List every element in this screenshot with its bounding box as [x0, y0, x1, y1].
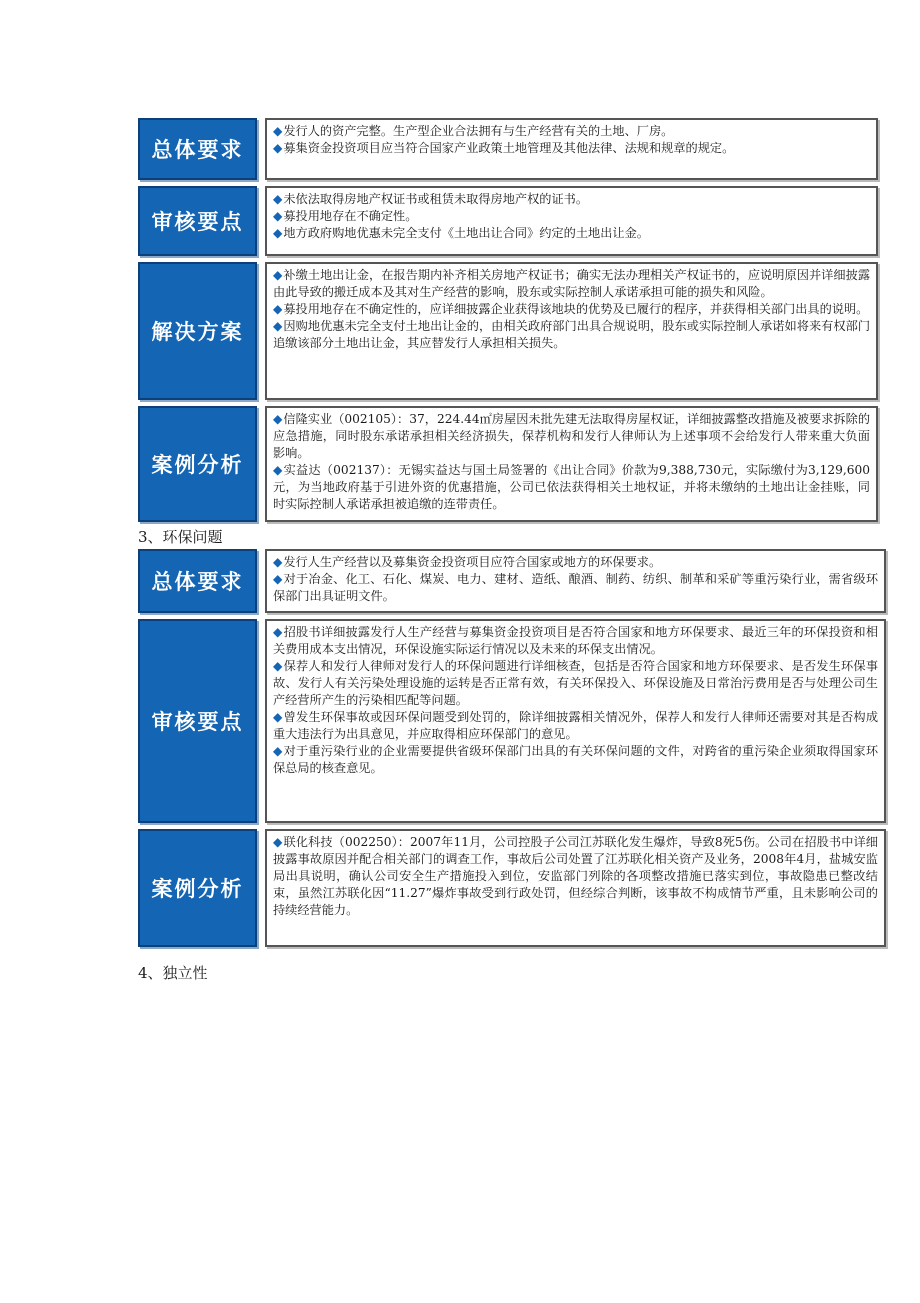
diamond-bullet-icon: ◆	[273, 319, 283, 333]
diamond-bullet-icon: ◆	[273, 463, 283, 477]
diamond-bullet-icon: ◆	[273, 141, 283, 155]
diamond-bullet-icon: ◆	[273, 835, 283, 849]
list-item: ◆募投用地存在不确定性的，应详细披露企业获得该地块的优势及已履行的程序，并获得相关部门出具的说明。	[273, 302, 869, 316]
row-content	[265, 619, 886, 823]
diamond-bullet-icon: ◆	[273, 192, 283, 206]
row-label: 总体要求	[138, 549, 257, 613]
list-item: ◆招股书详细披露发行人生产经营与募集资金投资项目是否符合国家和地方环保要求、最近三年的环保投资和相关费用成本支出情况，环保设施实际运行情况以及未来的环保支出情况。	[273, 625, 879, 656]
land-issues-table	[138, 118, 878, 528]
row-label: 案例分析	[138, 829, 257, 947]
section-heading: 4、独立性	[138, 964, 208, 982]
row-label: 解决方案	[138, 262, 257, 400]
row-label: 审核要点	[138, 186, 257, 256]
row-content	[265, 549, 886, 613]
diamond-bullet-icon: ◆	[273, 412, 283, 426]
section-heading: 3、环保问题	[138, 528, 223, 546]
list-item: ◆募集资金投资项目应当符合国家产业政策土地管理及其他法律、法规和规章的规定。	[273, 141, 735, 155]
diamond-bullet-icon: ◆	[273, 555, 283, 569]
list-item: ◆联化科技（002250）：2007年11月，公司控股子公司江苏联化发生爆炸，导致8死5伤。公司在招股书中详细披露事故原因并配合相关部门的调查工作，事故后公司处置了江苏联化相关资产及业务，2008年4月，盐城安监局出具说明，确认公司安全生产措施投入到位，安监部门列除的各项整改措施已落实到位，事故隐患已整改结束，虽然江苏联化因“11.27”爆炸事故受到行政处罚，但经综合判断，该事故不构成情节严重，且未影响公司的持续经营能力。	[273, 835, 878, 917]
table-row	[138, 186, 878, 256]
row-content	[265, 406, 878, 522]
diamond-bullet-icon: ◆	[273, 744, 283, 758]
diamond-bullet-icon: ◆	[273, 659, 283, 673]
diamond-bullet-icon: ◆	[273, 124, 283, 138]
table-row	[138, 406, 878, 522]
diamond-bullet-icon: ◆	[273, 226, 283, 240]
row-label: 案例分析	[138, 406, 257, 522]
row-label: 审核要点	[138, 619, 257, 823]
list-item: ◆信隆实业（002105）：37，224.44㎡房屋因未批先建无法取得房屋权证，详细披露整改措施及被要求拆除的应急措施，同时股东承诺承担相关经济损失，保荐机构和发行人律师认为上述事项不会给发行人带来重大负面影响。	[273, 412, 871, 460]
table-row	[138, 549, 886, 613]
list-item: ◆曾发生环保事故或因环保问题受到处罚的，除详细披露相关情况外，保荐人和发行人律师还需要对其是否构成重大违法行为出具意见，并应取得相应环保部门的意见。	[273, 710, 879, 741]
diamond-bullet-icon: ◆	[273, 302, 283, 316]
row-content	[265, 829, 886, 947]
diamond-bullet-icon: ◆	[273, 625, 283, 639]
row-content	[265, 186, 878, 256]
table-row	[138, 829, 886, 947]
list-item: ◆因购地优惠未完全支付土地出让金的，由相关政府部门出具合规说明，股东或实际控制人承诺如将来有权部门追缴该部分土地出让金，其应替发行人承担相关损失。	[273, 319, 871, 350]
table-row	[138, 262, 878, 400]
row-content	[265, 262, 878, 400]
list-item: ◆未依法取得房地产权证书或租赁未取得房地产权的证书。	[273, 192, 589, 206]
list-item: ◆地方政府购地优惠未完全支付《土地出让合同》约定的土地出让金。	[273, 226, 649, 240]
list-item: ◆对于重污染行业的企业需要提供省级环保部门出具的有关环保问题的文件，对跨省的重污染企业须取得国家环保总局的核查意见。	[273, 744, 879, 775]
table-row	[138, 619, 886, 823]
list-item: ◆实益达（002137）：无锡实益达与国土局签署的《出让合同》价款为9,388,730元，实际缴付为3,129,600元，为当地政府基于引进外资的优惠措施，公司已依法获得相关土地权证，并将未缴纳的土地出让金挂账，同时实际控制人承诺承担被追缴的连带责任。	[273, 463, 871, 511]
diamond-bullet-icon: ◆	[273, 268, 283, 282]
environment-issues-table	[138, 549, 886, 953]
list-item: ◆补缴土地出让金，在报告期内补齐相关房地产权证书；确实无法办理相关产权证书的，应说明原因并详细披露由此导致的搬迁成本及其对生产经营的影响，股东或实际控制人承诺承担可能的损失和风险。	[273, 268, 871, 299]
list-item: ◆募投用地存在不确定性。	[273, 209, 418, 223]
list-item: ◆发行人的资产完整。生产型企业合法拥有与生产经营有关的土地、厂房。	[273, 124, 674, 138]
list-item: ◆对于冶金、化工、石化、煤炭、电力、建材、造纸、酿酒、制药、纺织、制革和采矿等重污染行业，需省级环保部门出具证明文件。	[273, 572, 879, 603]
list-item: ◆发行人生产经营以及募集资金投资项目应符合国家或地方的环保要求。	[273, 555, 662, 569]
list-item: ◆保荐人和发行人律师对发行人的环保问题进行详细核查，包括是否符合国家和地方环保要求、是否发生环保事故、发行人有关污染处理设施的运转是否正常有效，有关环保投入、环保设施及日常治污费用是否与处理公司生产经营所产生的污染相匹配等问题。	[273, 659, 879, 707]
diamond-bullet-icon: ◆	[273, 710, 283, 724]
table-row	[138, 118, 878, 180]
row-label: 总体要求	[138, 118, 257, 180]
diamond-bullet-icon: ◆	[273, 572, 283, 586]
diamond-bullet-icon: ◆	[273, 209, 283, 223]
row-content	[265, 118, 878, 180]
